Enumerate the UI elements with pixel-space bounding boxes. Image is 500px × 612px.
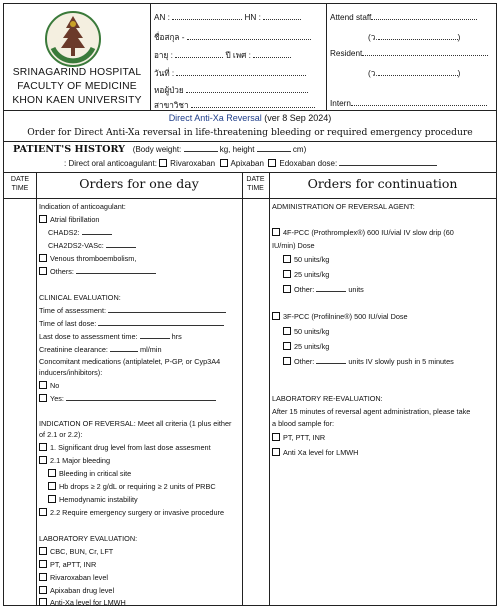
others-option[interactable]: Others:: [39, 267, 156, 276]
order-form: [3, 3, 497, 606]
divider: [4, 141, 496, 142]
lab-checkbox[interactable]: [39, 547, 47, 555]
dose-50-checkbox[interactable]: [283, 255, 291, 263]
form-title-main: Direct Anti-Xa Reversal: [168, 113, 262, 123]
form-header: [4, 4, 496, 111]
hemodynamic-checkbox[interactable]: [48, 495, 56, 503]
column-divider: [242, 172, 243, 605]
re-lab-item[interactable]: PT, PTT, INR: [272, 433, 325, 442]
indication-title: Indication of anticoagulant:: [39, 202, 126, 211]
pcc3-dose-25[interactable]: 25 units/kg: [283, 342, 329, 351]
department-field[interactable]: สาขาวิชา: [154, 99, 315, 112]
time-last-dose-field[interactable]: Time of last dose:: [39, 319, 224, 328]
column-divider: [269, 172, 270, 605]
date-time-header-left: DATE TIME: [10, 176, 30, 192]
criterion-2-2[interactable]: 2.2 Require emergency surgery or invasive procedure: [39, 508, 224, 517]
attend-license-field[interactable]: (ว. ): [368, 33, 461, 42]
indication-reversal-title-2: of 2.1 or 2.2):: [39, 430, 83, 439]
criterion-2-1[interactable]: 2.1 Major bleeding: [39, 456, 110, 465]
af-option[interactable]: Atrial fibrillation: [39, 215, 99, 224]
ward-field[interactable]: หอผู้ป่วย: [154, 84, 308, 97]
form-subtitle: Order for Direct Anti-Xa reversal in life-threatening bleeding or required emergency procedure: [27, 127, 473, 138]
hb-drop-checkbox[interactable]: [48, 482, 56, 490]
last-dose-to-assessment-field[interactable]: Last dose to assessment time: hrs: [39, 332, 182, 341]
dose-other-checkbox[interactable]: [283, 357, 291, 365]
divider: [4, 172, 496, 173]
university-line: KHON KAEN UNIVERSITY: [12, 95, 142, 106]
hospital-name-line: SRINAGARIND HOSPITAL: [12, 67, 142, 78]
apixaban-checkbox[interactable]: [220, 159, 228, 167]
criterion-2-2-checkbox[interactable]: [39, 508, 47, 516]
pcc3-dose-other[interactable]: Other: units IV slowly push in 5 minutes: [283, 357, 454, 366]
bleeding-site-checkbox[interactable]: [48, 469, 56, 477]
concomitant-label-2: inducers/inhibitors):: [39, 368, 103, 377]
criterion-1-checkbox[interactable]: [39, 443, 47, 451]
dose-25-checkbox[interactable]: [283, 342, 291, 350]
dose-other-checkbox[interactable]: [283, 285, 291, 293]
hospital-block: [4, 4, 151, 110]
re-lab-item[interactable]: Anti Xa level for LMWH: [272, 448, 358, 457]
attend-staff-field[interactable]: Attend staff: [330, 13, 477, 22]
indication-reversal-title: INDICATION OF REVERSAL: Meet all criteria (1 plus either: [39, 419, 232, 428]
yes-checkbox[interactable]: [39, 394, 47, 402]
lab-item[interactable]: Anti-Xa level for LMWH: [39, 598, 126, 607]
concomitant-label: Concomitant medications (antiplatelet, P-GP, or Cyp3A4: [39, 357, 221, 366]
resident-field[interactable]: Resident: [330, 49, 488, 58]
column-divider: [36, 172, 37, 605]
re-lab-checkbox[interactable]: [272, 448, 280, 456]
date-time-header-right: DATE TIME: [246, 176, 265, 192]
form-version: (ver 8 Sep 2024): [264, 113, 332, 123]
pcc4-checkbox[interactable]: [272, 228, 280, 236]
date-field[interactable]: วันที่ :: [154, 67, 306, 80]
form-title: [4, 113, 496, 123]
re-lab-checkbox[interactable]: [272, 433, 280, 441]
bleeding-critical-site[interactable]: Bleeding in critical site: [48, 469, 131, 478]
chads2-field[interactable]: CHADS2:: [48, 228, 112, 237]
lab-item[interactable]: PT, aPTT, INR: [39, 560, 96, 569]
vte-option[interactable]: Venous thromboembolism,: [39, 254, 136, 263]
hemodynamic-instability[interactable]: Hemodynamic instability: [48, 495, 138, 504]
lab-item[interactable]: Apixaban drug level: [39, 586, 114, 595]
dose-25-checkbox[interactable]: [283, 270, 291, 278]
patient-info-block: [150, 4, 327, 110]
lab-item[interactable]: CBC, BUN, Cr, LFT: [39, 547, 113, 556]
age-sex-field[interactable]: อายุ : ปี เพศ :: [154, 49, 291, 62]
faculty-line: FACULTY OF MEDICINE: [17, 81, 137, 92]
re-eval-instruction-2: a blood sample for:: [272, 419, 335, 428]
body-weight-input[interactable]: [184, 145, 218, 152]
vte-checkbox[interactable]: [39, 254, 47, 262]
lab-checkbox[interactable]: [39, 573, 47, 581]
pcc4-option[interactable]: 4F-PCC (Prothromplex®) 600 IU/vial IV slow drip (60: [272, 228, 454, 237]
resident-license-field[interactable]: (ว. ): [368, 69, 461, 78]
name-field[interactable]: ชื่อสกุล -: [154, 31, 311, 44]
height-input[interactable]: [257, 145, 291, 152]
lab-item[interactable]: Rivaroxaban level: [39, 573, 108, 582]
pcc3-checkbox[interactable]: [272, 312, 280, 320]
lab-eval-title: LABORATORY EVALUATION:: [39, 534, 138, 543]
rivaroxaban-checkbox[interactable]: [159, 159, 167, 167]
patient-history-label: PATIENT'S HISTORY: [13, 144, 125, 155]
pcc3-option[interactable]: 3F-PCC (Profilnine®) 500 IU/vial Dose: [272, 312, 408, 321]
hospital-logo-icon: [41, 8, 105, 70]
concomitant-no[interactable]: No: [39, 381, 59, 390]
admin-reversal-title: ADMINISTRATION OF REVERSAL AGENT:: [272, 202, 415, 211]
no-checkbox[interactable]: [39, 381, 47, 389]
concomitant-yes[interactable]: Yes:: [39, 394, 216, 403]
pcc4-dose-label: IU/min) Dose: [272, 241, 315, 250]
lab-checkbox[interactable]: [39, 598, 47, 606]
af-checkbox[interactable]: [39, 215, 47, 223]
criterion-1[interactable]: 1. Significant drug level from last dose assesment: [39, 443, 211, 452]
clinical-eval-title: CLINICAL EVALUATION:: [39, 293, 121, 302]
intern-field[interactable]: Intern: [330, 99, 487, 108]
orders-continuation-header: Orders for continuation: [307, 176, 458, 191]
divider: [4, 198, 496, 199]
pcc4-dose-25[interactable]: 25 units/kg: [283, 270, 329, 279]
time-assessment-field[interactable]: Time of assessment:: [39, 306, 226, 315]
hb-drop[interactable]: Hb drops ≥ 2 g/dL or requiring ≥ 2 units of PRBC: [48, 482, 216, 491]
pcc3-dose-50[interactable]: 50 units/kg: [283, 327, 329, 336]
others-checkbox[interactable]: [39, 267, 47, 275]
patient-history-row: PATIENT'S HISTORY (Body weight: kg, height cm): [13, 144, 307, 155]
pcc4-dose-other[interactable]: Other: units: [283, 285, 364, 294]
lab-checkbox[interactable]: [39, 586, 47, 594]
doac-row: : Direct oral anticoagulant: Rivaroxaban Apixaban Edoxaban dose:: [64, 159, 437, 168]
criterion-2-1-checkbox[interactable]: [39, 456, 47, 464]
edoxaban-checkbox[interactable]: [268, 159, 276, 167]
crcl-field[interactable]: Creatinine clearance: ml/min: [39, 345, 162, 354]
edoxaban-dose-input[interactable]: [339, 159, 437, 166]
staff-block: [326, 4, 496, 110]
orders-one-day-header: Orders for one day: [79, 176, 199, 191]
an-field[interactable]: AN : HN :: [154, 13, 301, 22]
cha2ds2-field[interactable]: CHA2DS2-VASc:: [48, 241, 136, 250]
re-eval-instruction: After 15 minutes of reversal agent administration, please take: [272, 407, 471, 416]
re-eval-title: LABORATORY RE-EVALUATION:: [272, 394, 383, 403]
lab-checkbox[interactable]: [39, 560, 47, 568]
pcc4-dose-50[interactable]: 50 units/kg: [283, 255, 329, 264]
dose-50-checkbox[interactable]: [283, 327, 291, 335]
